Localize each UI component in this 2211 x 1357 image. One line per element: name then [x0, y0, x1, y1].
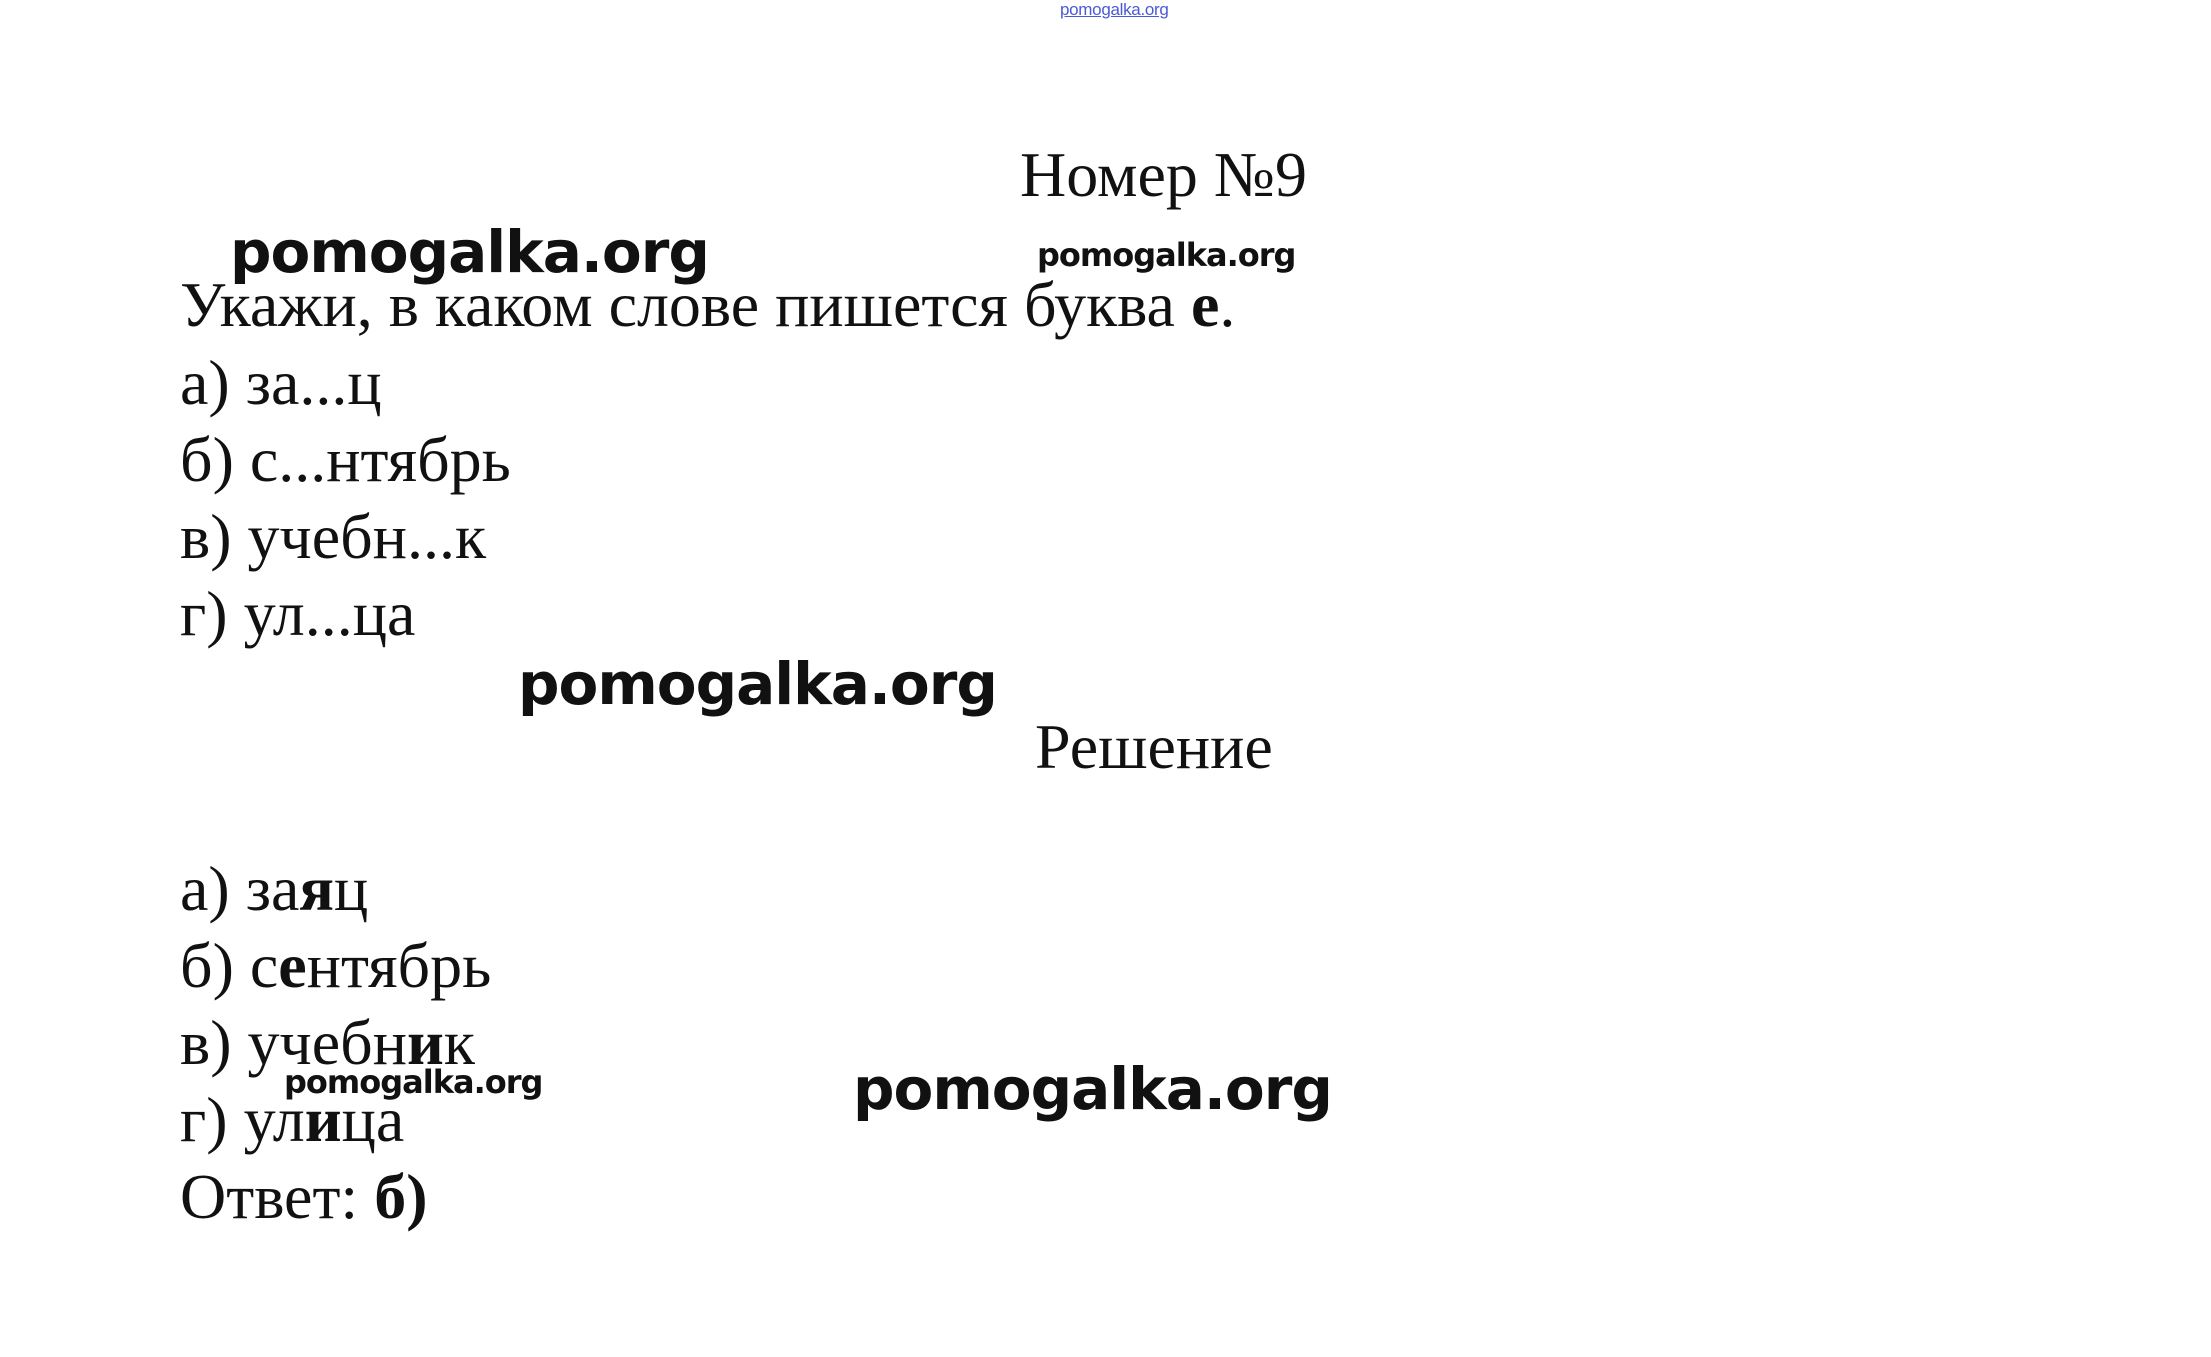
answer-letter: я: [299, 853, 335, 924]
watermark: pomogalka.org: [518, 650, 997, 718]
answer-prefix: а) за: [180, 853, 300, 924]
answer-suffix: нтябрь: [306, 930, 492, 1001]
watermark: pomogalka.org: [230, 218, 709, 286]
answer-letter: е: [278, 930, 307, 1001]
final-answer-value: б): [374, 1161, 428, 1232]
answer-prefix: в) учебн: [180, 1007, 407, 1078]
answer-prefix: б) с: [180, 930, 279, 1001]
task-prompt-text: Укажи, в каком слове пишется буква: [180, 269, 1191, 340]
task-option-d: г) ул...ца: [180, 578, 416, 649]
page-title: Номер №9: [1020, 139, 1307, 210]
task-option-a: а) за...ц: [180, 347, 382, 418]
solution-heading: Решение: [1035, 711, 1273, 782]
task-option-b: б) с...нтябрь: [180, 424, 511, 495]
task-option-c: в) учебн...к: [180, 501, 487, 572]
answer-suffix: ц: [334, 853, 369, 924]
solution-answer-a: [180, 852, 368, 926]
answer-suffix: ца: [341, 1084, 405, 1155]
solution-answer-c: [180, 1006, 475, 1080]
answer-suffix: к: [443, 1007, 475, 1078]
final-answer: [180, 1160, 428, 1234]
task-prompt: [180, 268, 1235, 342]
answer-letter: и: [304, 1084, 342, 1155]
watermark: pomogalka.org: [853, 1055, 1332, 1123]
answer-prefix: г) ул: [180, 1084, 305, 1155]
watermark: pomogalka.org: [1037, 236, 1296, 274]
solution-answer-b: [180, 929, 491, 1003]
solution-answer-d: [180, 1083, 404, 1157]
final-answer-label: Ответ:: [180, 1161, 375, 1232]
site-link[interactable]: pomogalka.org: [1060, 0, 1169, 19]
task-prompt-end: .: [1219, 269, 1236, 340]
watermark: pomogalka.org: [284, 1063, 543, 1101]
answer-letter: и: [406, 1007, 444, 1078]
task-prompt-letter: е: [1190, 269, 1220, 340]
